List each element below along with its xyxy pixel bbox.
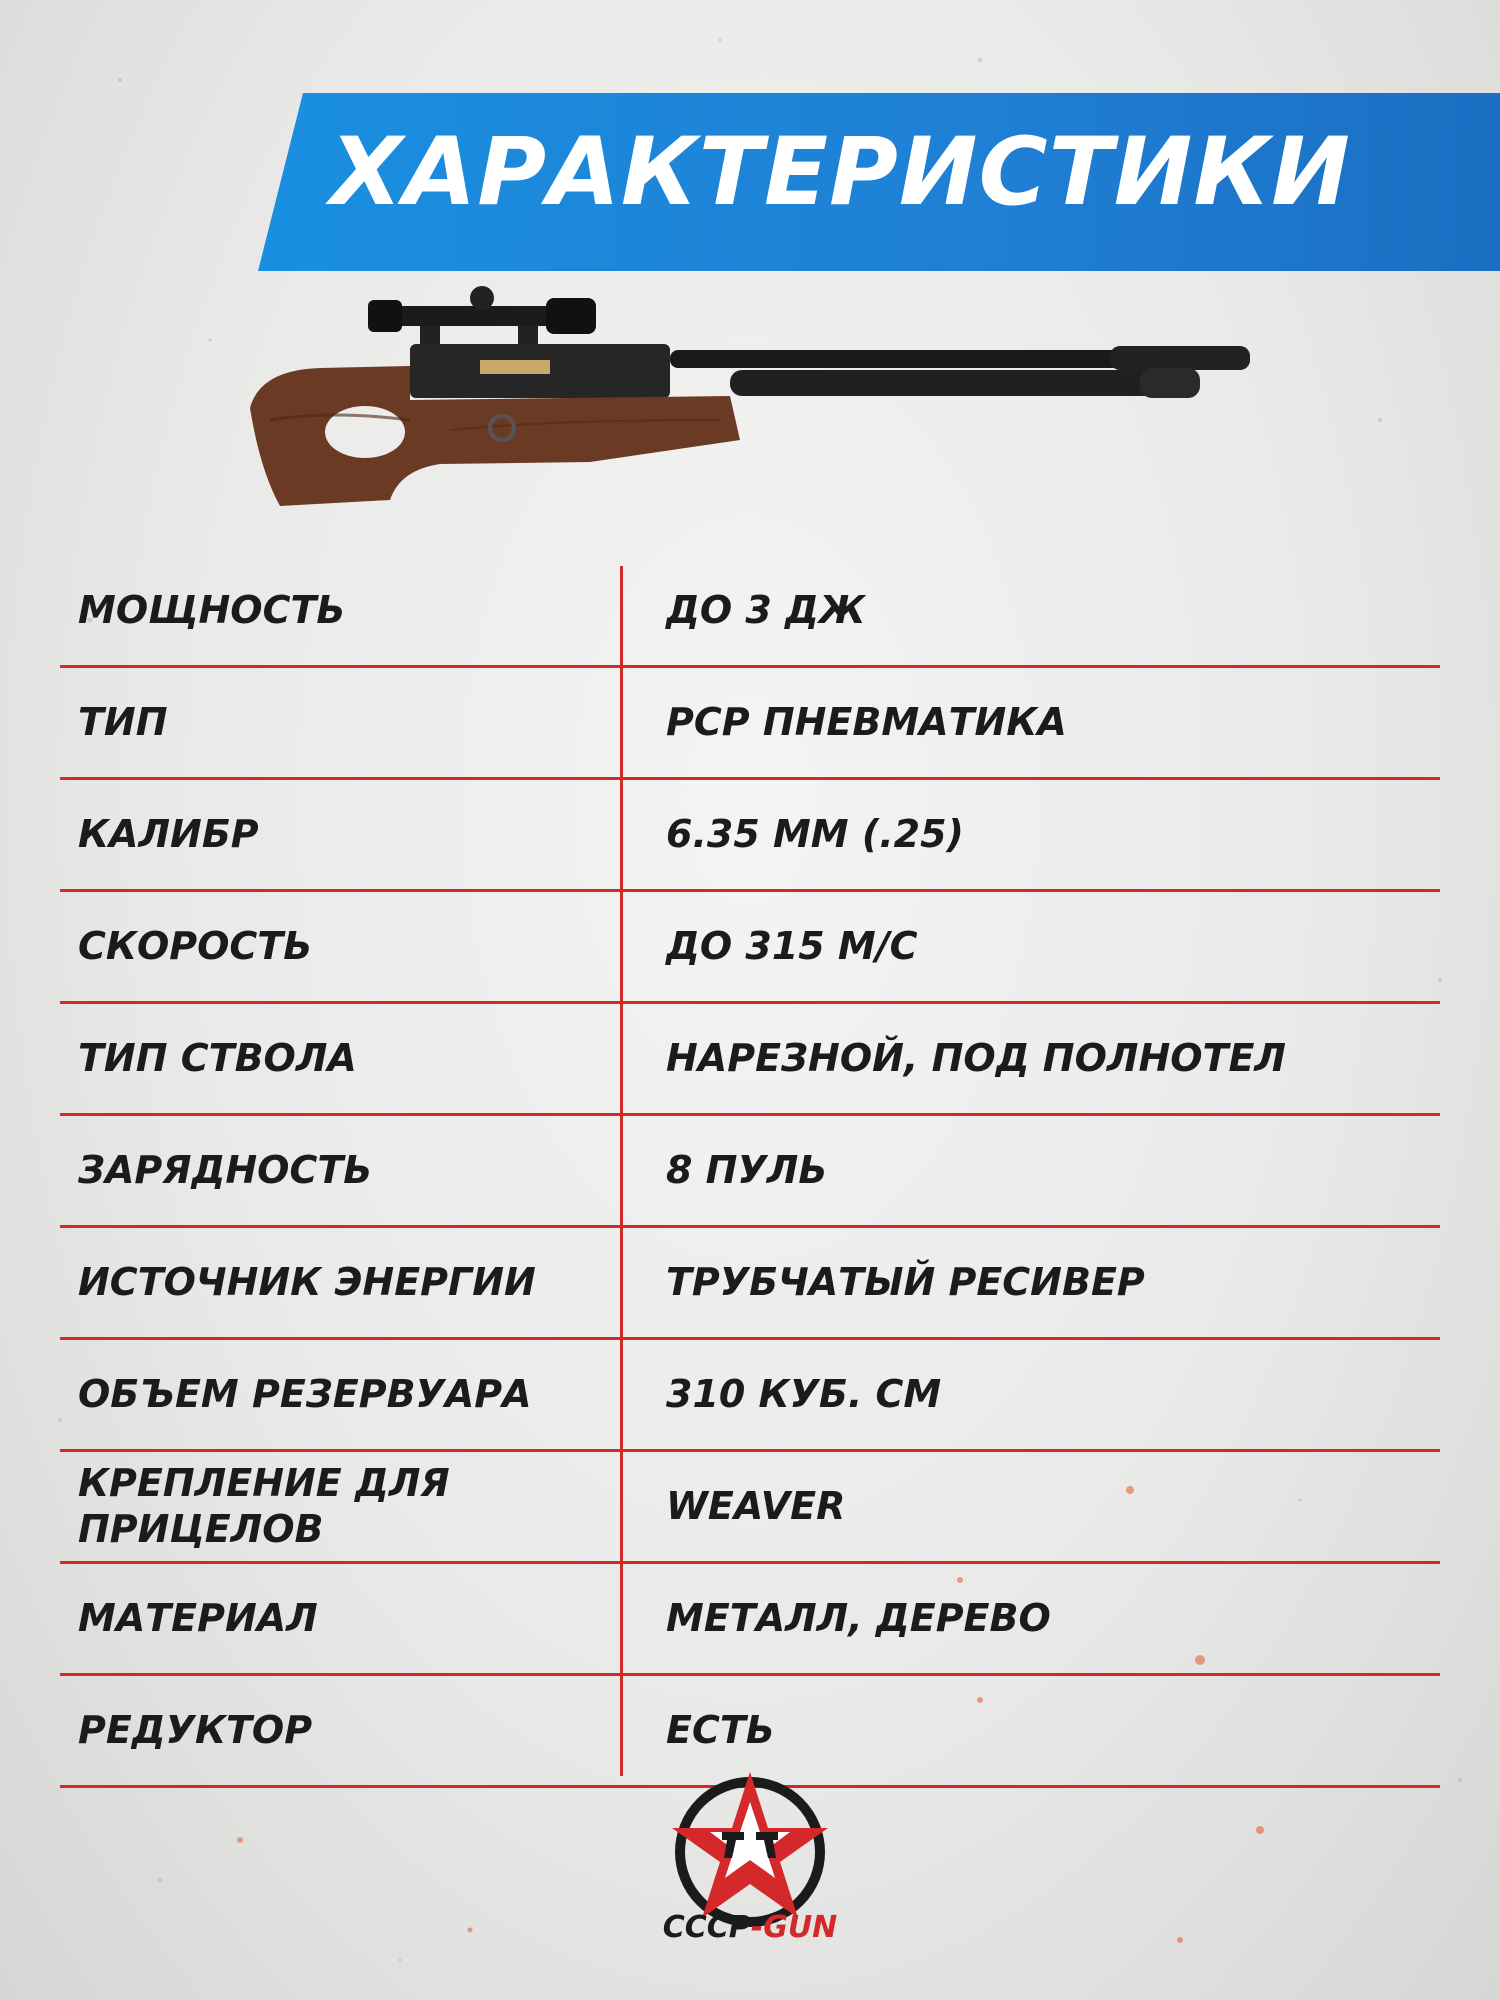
spec-row [60,668,1440,780]
brand-name-part1: СССР [662,1910,751,1945]
table-divider [620,566,623,1776]
spec-value: 8 ПУЛЬ [666,1147,828,1192]
spec-label: ЗАРЯДНОСТЬ [78,1147,373,1192]
page-title: ХАРАКТЕРИСТИКИ [330,118,1351,227]
spec-value: ДО 315 М/С [666,923,918,968]
spec-row [60,1228,1440,1340]
spec-value: МЕТАЛЛ, ДЕРЕВО [666,1595,1051,1640]
spec-row [60,1340,1440,1452]
spec-row [60,892,1440,1004]
spec-value: PCP ПНЕВМАТИКА [666,699,1067,744]
spec-label: ИСТОЧНИК ЭНЕРГИИ [78,1259,536,1304]
spec-row [60,1116,1440,1228]
spec-value: 310 КУБ. СМ [666,1371,942,1416]
spec-value: WEAVER [666,1483,846,1528]
brand-name-part2: -GUN [750,1910,838,1945]
spec-label: МАТЕРИАЛ [78,1595,318,1640]
brand-name [640,1910,860,1945]
spec-label: МОЩНОСТЬ [78,587,346,632]
spec-row [60,556,1440,668]
spec-value: ТРУБЧАТЫЙ РЕСИВЕР [666,1259,1145,1304]
spec-label: ТИП СТВОЛА [78,1035,357,1080]
rifle-image [250,270,1300,510]
spec-value: 6.35 ММ (.25) [666,811,964,856]
specs-table [60,556,1440,1788]
spec-value: ДО 3 ДЖ [666,587,866,632]
spec-label: ТИП [78,699,168,744]
spec-row [60,1452,1440,1564]
spec-value: НАРЕЗНОЙ, ПОД ПОЛНОТЕЛ [666,1035,1286,1080]
spec-label: КАЛИБР [78,811,259,856]
spec-value: ЕСТЬ [666,1707,775,1752]
spec-label: КРЕПЛЕНИЕ ДЛЯ ПРИЦЕЛОВ [78,1460,450,1551]
spec-label: РЕДУКТОР [78,1707,313,1752]
spec-label: ОБЪЕМ РЕЗЕРВУАРА [78,1371,532,1416]
spec-row [60,1004,1440,1116]
spec-label: СКОРОСТЬ [78,923,313,968]
spec-row [60,780,1440,892]
spec-row [60,1564,1440,1676]
